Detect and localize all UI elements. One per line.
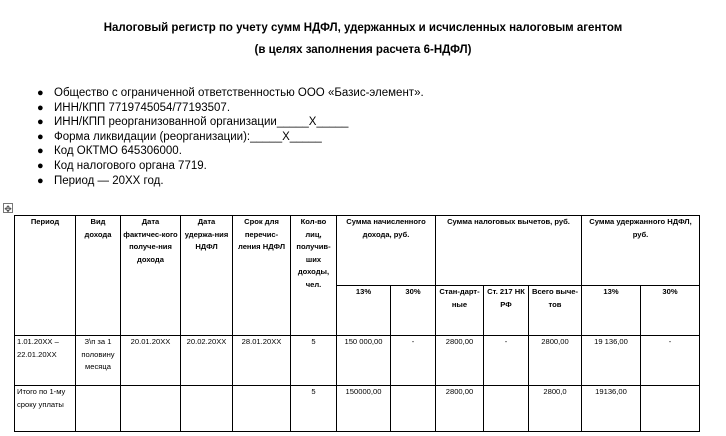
bullet-icon: ● [37,130,44,143]
info-item-tax-authority: ● Код налогового органа 7719. [37,159,207,172]
cell-persons-count: 5 [291,336,337,386]
cell-withhold-date [181,386,233,432]
bullet-icon: ● [37,87,44,99]
header-accrued-income: Сумма начисленного дохода, руб. [337,216,436,286]
cell-total-deductions: 2800,00 [529,336,582,386]
header-standard-deductions: Стан-дарт-ные [436,286,484,336]
cell-actual-date: 20.01.20ХХ [121,336,181,386]
header-withheld-ndfl: Сумма удержанного НДФЛ, руб. [582,216,700,286]
cell-withhold-date: 20.02.20ХХ [181,336,233,386]
bullet-icon: ● [37,101,44,114]
cell-standard: 2800,00 [436,336,484,386]
info-item-oktmo: ● Код ОКТМО 645306000. [37,145,182,158]
cell-art217: - [484,336,529,386]
header-art217-deductions: Ст. 217 НК РФ [484,286,529,336]
bullet-icon: ● [37,145,44,158]
info-item-liquidation-form: ● Форма ликвидации (реорганизации):_____Х_____ [37,130,322,143]
header-ndfl-rate-30: 30% [641,286,700,336]
cell-period: 1.01.20ХХ – 22.01.20ХХ [15,336,76,386]
header-income-type: Вид дохода [76,216,121,336]
cell-period: Итого по 1-му сроку уплаты [15,386,76,432]
header-actual-date: Дата фактичес-кого получе-ния дохода [121,216,181,336]
table-header-row [15,216,700,286]
header-persons-count: Кол-во лиц, получив-ших доходы, чел. [291,216,337,336]
cell-ndfl-13: 19 136,00 [582,336,641,386]
cell-income-30 [391,386,436,432]
info-item-inn-kpp: ● ИНН/КПП 7719745054/77193507. [37,101,231,114]
table-row [15,336,700,386]
cell-persons-count: 5 [291,386,337,432]
bullet-icon: ● [37,159,44,172]
cell-ndfl-13: 19136,00 [582,386,641,432]
organization-info-list [37,86,424,188]
info-item-organization: ● Общество с ограниченной ответственностью ООО «Базис-элемент». [37,87,424,99]
cell-art217 [484,386,529,432]
bullet-icon: ● [37,116,44,129]
header-income-rate-30: 30% [391,286,436,336]
cell-total-deductions: 2800,0 [529,386,582,432]
cell-income-type [76,386,121,432]
header-ndfl-rate-13: 13% [582,286,641,336]
header-transfer-deadline: Срок для перечис-ления НДФЛ [233,216,291,336]
header-total-deductions: Всего выче-тов [529,286,582,336]
header-withhold-date: Дата удержа-ния НДФЛ [181,216,233,336]
cell-ndfl-30: - [641,336,700,386]
cell-actual-date [121,386,181,432]
info-item-reorganized-inn: ● ИНН/КПП реорганизованной организации_____Х_____ [37,116,349,129]
header-deductions: Сумма налоговых вычетов, руб. [436,216,582,286]
cell-income-30: - [391,336,436,386]
info-item-period: ● Период — 20ХХ год. [37,174,164,187]
cell-transfer-deadline [233,386,291,432]
table-row [15,386,700,432]
register-title: Налоговый регистр по учету сумм НДФЛ, удержанных и исчисленных налоговым агентом [103,22,623,34]
cell-ndfl-30 [641,386,700,432]
header-period: Период [15,216,76,336]
bullet-icon: ● [37,174,44,187]
cell-transfer-deadline: 28.01.20ХХ [233,336,291,386]
cell-income-type: З\п за 1 половину месяца [76,336,121,386]
header-income-rate-13: 13% [337,286,391,336]
cell-income-13: 150000,00 [337,386,391,432]
ndfl-register-table [14,215,700,432]
cell-income-13: 150 000,00 [337,336,391,386]
register-subtitle: (в целях заполнения расчета 6-НДФЛ) [254,44,472,56]
cell-standard: 2800,00 [436,386,484,432]
table-move-handle-icon[interactable]: ✥ [4,204,12,214]
